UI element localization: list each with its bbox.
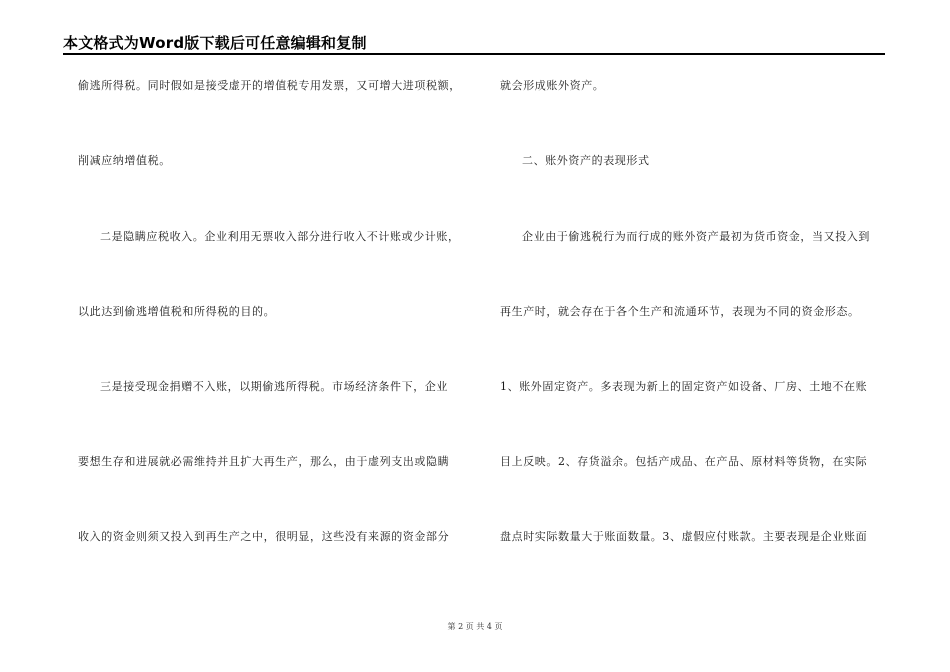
paragraph-line: 要想生存和进展就必需维持并且扩大再生产，那么，由于虚列支出或隐瞒 [78, 455, 450, 468]
paragraph-line: 以此达到偷逃增值税和所得税的目的。 [78, 305, 276, 318]
paragraph-line: 偷逃所得税。同时假如是接受虚开的增值税专用发票，又可增大进项税额， [78, 79, 461, 92]
paragraph-line: 收入的资金则须又投入到再生产之中，很明显，这些没有来源的资金部分 [78, 530, 450, 543]
paragraph-line: 二是隐瞒应税收入。企业利用无票收入部分进行收入不计账或少计账， [100, 230, 460, 243]
paragraph-line: 再生产时，就会存在于各个生产和流通环节，表现为不同的资金形态。 [500, 305, 860, 318]
paragraph-line: 企业由于偷逃税行为而行成的账外资产最初为货币资金，当又投入到 [522, 230, 870, 243]
paragraph-line: 就会形成账外资产。 [500, 79, 605, 92]
section-heading: 二、账外资产的表现形式 [522, 154, 650, 167]
header-divider [63, 53, 885, 55]
paragraph-line: 目上反映。2、存货溢余。包括产成品、在产品、原材料等货物，在实际 [500, 455, 868, 468]
paragraph-line: 削减应纳增值税。 [78, 154, 171, 167]
page-number: 第 2 页 共 4 页 [447, 622, 503, 631]
document-header-title: 本文格式为Word版下载后可任意编辑和复制 [63, 34, 367, 52]
paragraph-line: 1、账外固定资产。多表现为新上的固定资产如设备、厂房、土地不在账 [500, 380, 868, 393]
paragraph-line: 盘点时实际数量大于账面数量。3、虚假应付账款。主要表现是企业账面 [500, 530, 868, 543]
paragraph-line: 三是接受现金捐赠不入账，以期偷逃所得税。市场经济条件下，企业 [100, 380, 448, 393]
